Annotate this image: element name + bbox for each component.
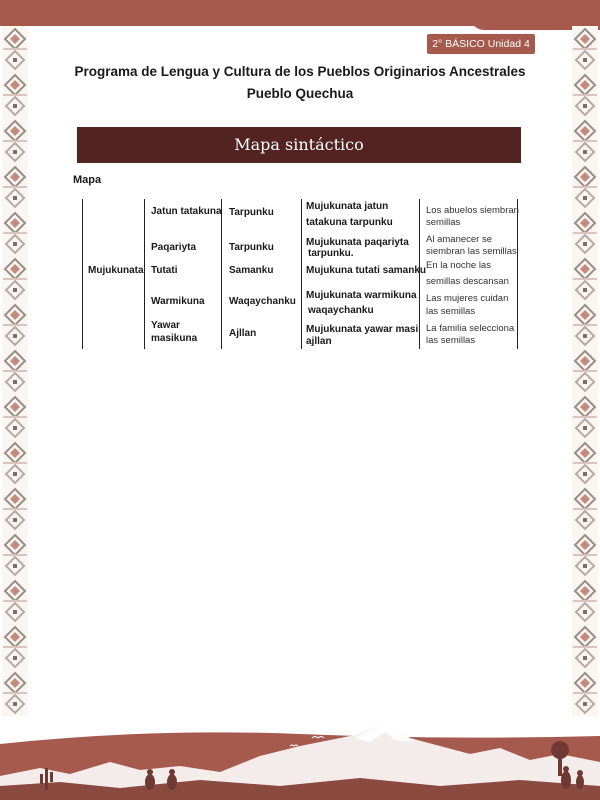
map-verb: Waqaychanku [229, 296, 296, 307]
map-sentence: waqaychanku [308, 305, 374, 316]
map-verb: Tarpunku [229, 242, 274, 253]
map-sentence: Mujukunata paqariyta [306, 237, 409, 248]
map-sentence: Mujukunata warmikuna [306, 290, 417, 301]
page-subtitle: Pueblo Quechua [246, 86, 354, 101]
map-translation: semillas [426, 217, 461, 228]
map-divider [82, 199, 83, 349]
map-translation: En la noche las [426, 260, 491, 271]
map-translation: siembran las semillas [426, 246, 517, 257]
map-label: Mapa [73, 174, 102, 186]
map-object: Yawar [151, 320, 180, 331]
map-sentence: Mujukunata yawar masi [306, 324, 419, 335]
section-header: Mapa sintáctico [77, 127, 521, 163]
map-subject: Mujukunata [88, 265, 144, 276]
right-decorative-border [572, 26, 598, 716]
map-object: Jatun tatakuna [151, 206, 222, 217]
map-sentence: Mujukunata jatun [306, 201, 389, 212]
map-translation: Al amanecer se [426, 234, 493, 245]
map-sentence: ajllan [306, 336, 332, 347]
map-divider [517, 199, 518, 349]
map-sentence: tarpunku. [308, 248, 354, 259]
grade-unit-badge: 2° BÁSICO Unidad 4 [427, 34, 535, 54]
map-translation: La familia selecciona [426, 323, 515, 334]
map-verb: Ajllan [229, 328, 257, 339]
map-translation: Los abuelos siembran [426, 205, 519, 216]
map-translation: semillas descansan [426, 276, 509, 287]
map-verb: Samanku [229, 265, 274, 276]
map-object: Tutati [151, 265, 178, 276]
map-sentence: tatakuna tarpunku [306, 217, 393, 228]
page-title: Programa de Lengua y Cultura de los Pueblos Originarios Ancestrales [74, 64, 526, 79]
map-object: masikuna [151, 333, 198, 344]
bottom-landscape-illustration [0, 716, 600, 800]
map-verb: Tarpunku [229, 207, 274, 218]
map-divider [301, 199, 302, 349]
map-object: Paqariyta [151, 242, 197, 253]
map-translation: Las mujeres cuidan [426, 293, 509, 304]
map-divider [144, 199, 145, 349]
map-translation: las semillas [426, 335, 476, 346]
left-decorative-border [2, 26, 28, 716]
map-sentence: Mujukuna tutati samanku [306, 265, 427, 276]
map-object: Warmikuna [151, 296, 205, 307]
map-divider [221, 199, 222, 349]
map-translation: las semillas [426, 306, 476, 317]
